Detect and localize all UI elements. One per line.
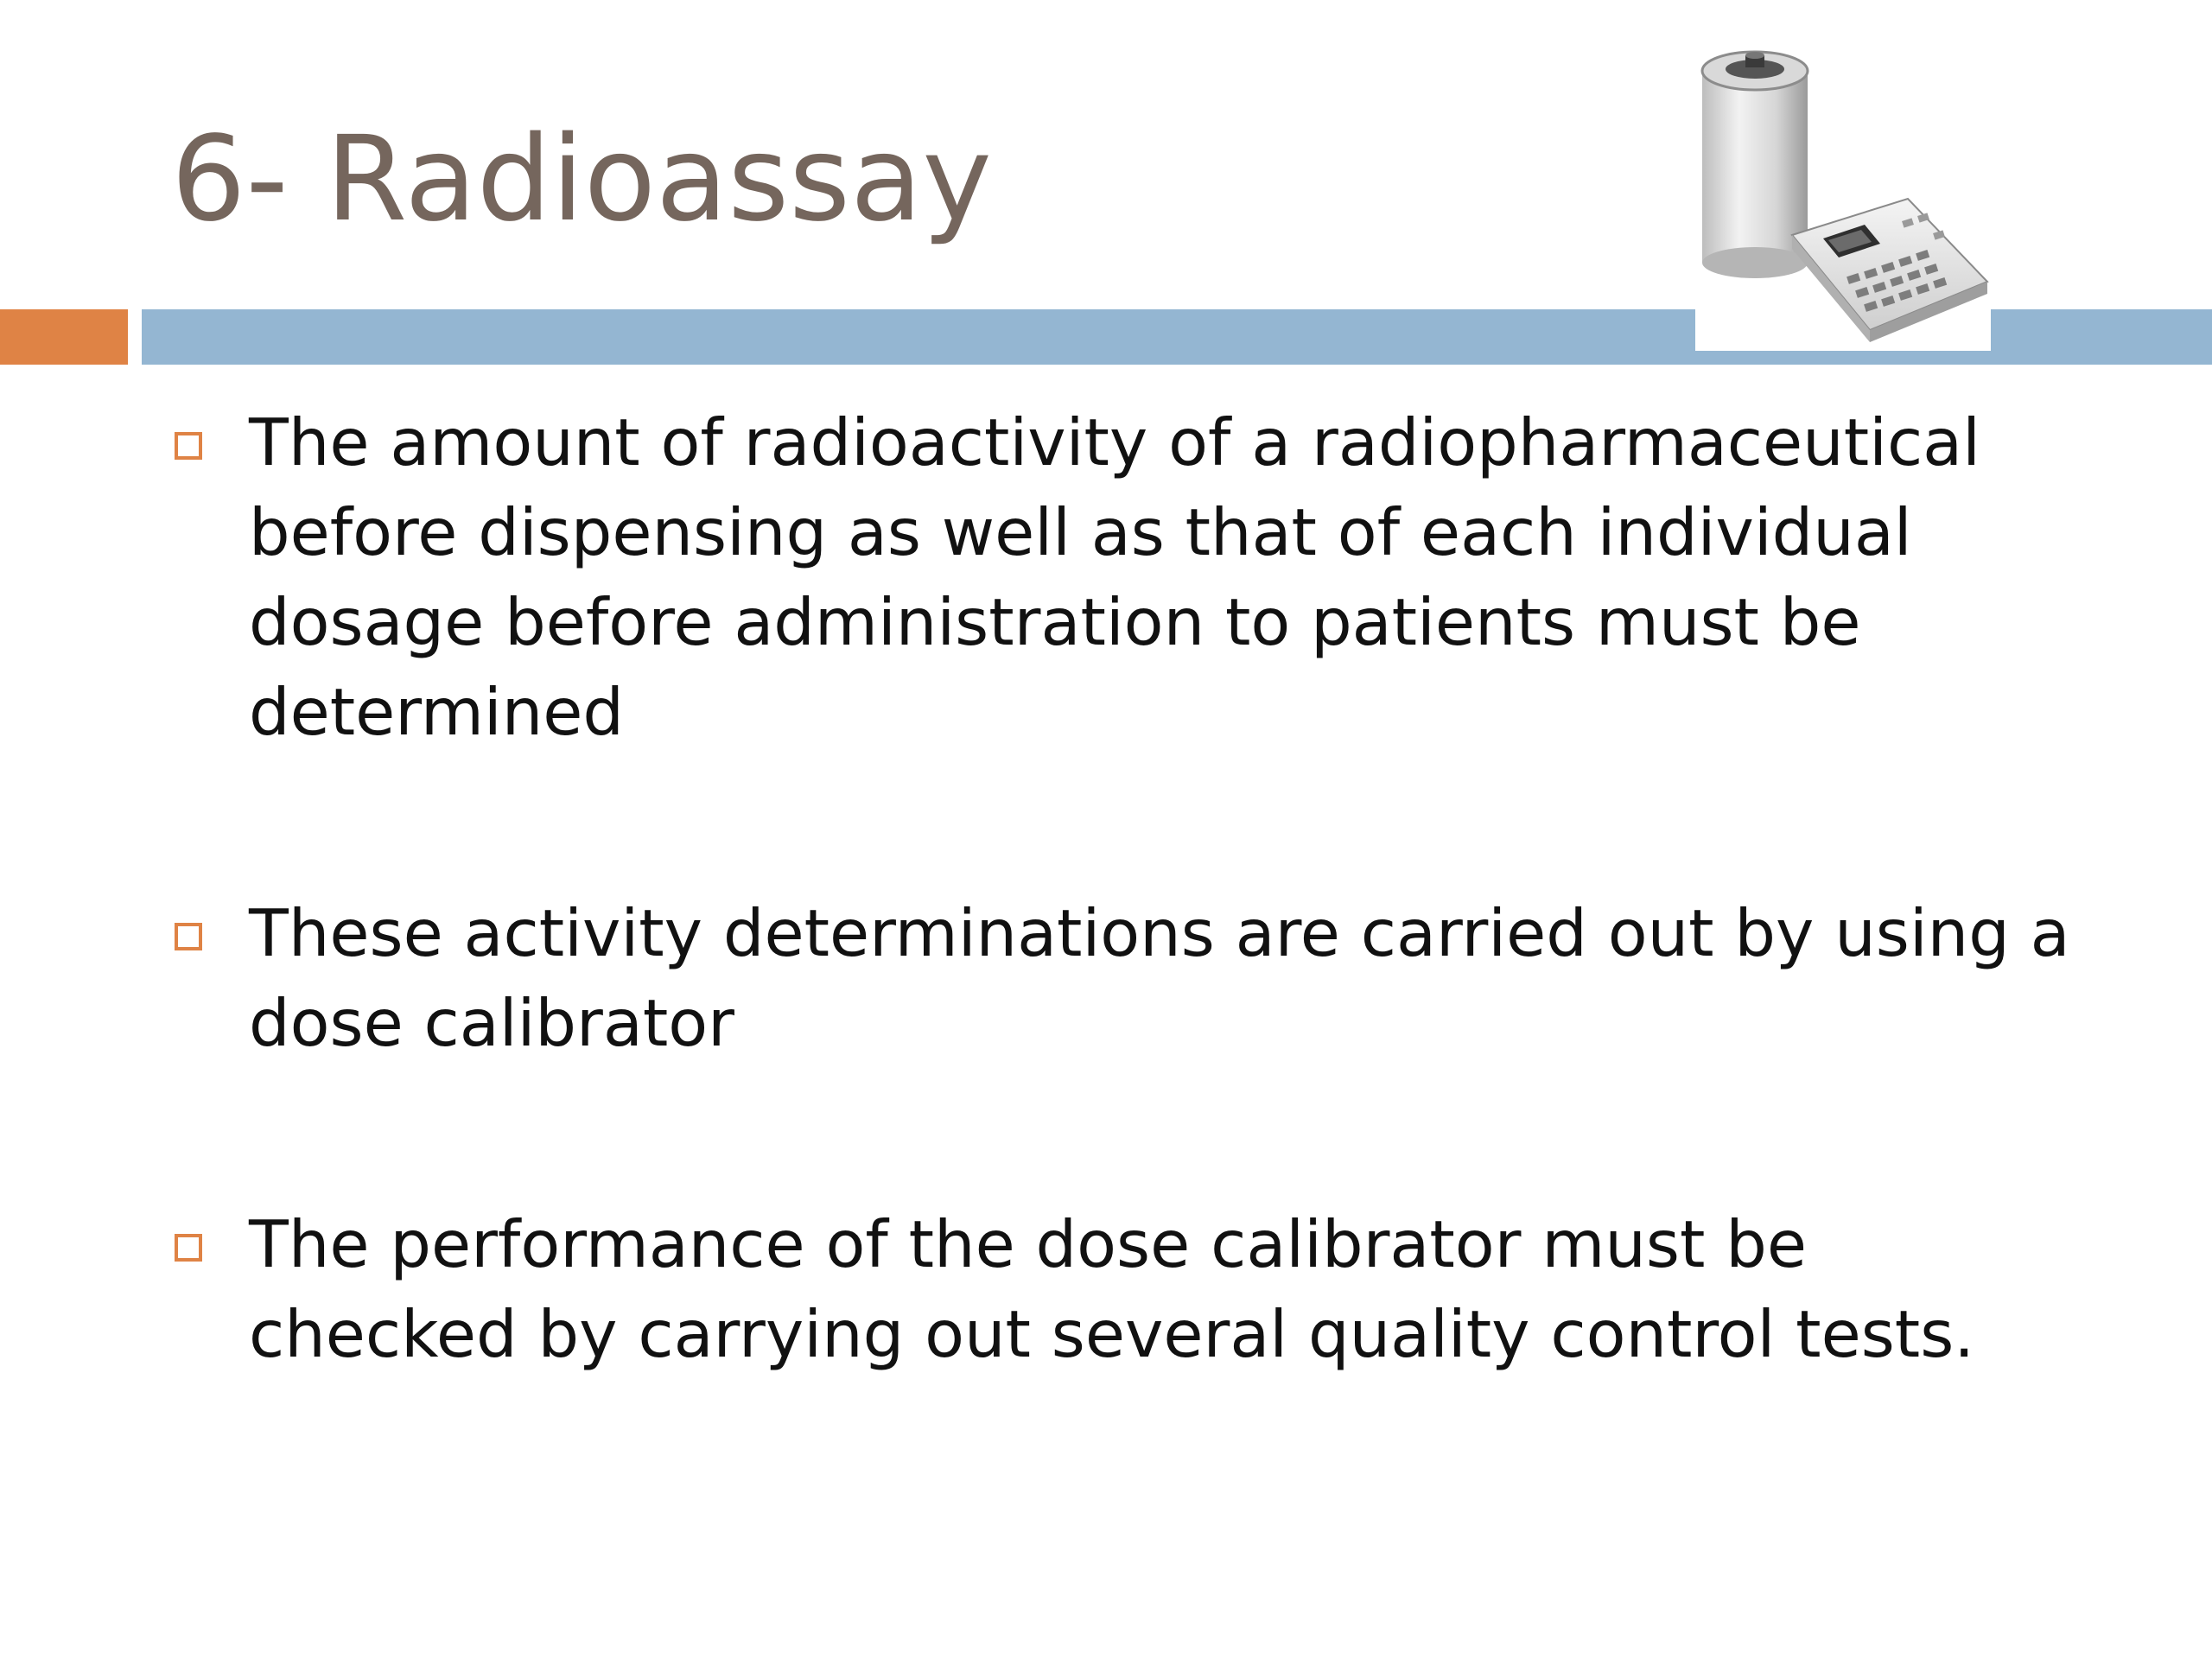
hollow-square-icon	[175, 432, 202, 460]
bullet-item	[173, 1199, 2091, 1379]
hollow-square-icon	[175, 923, 202, 950]
title-rule-accent	[0, 309, 128, 365]
bullet-item	[173, 888, 2091, 1068]
hollow-square-icon	[175, 1234, 202, 1262]
bullet-text: The amount of radioactivity of a radiopharmaceutical before dispensing as well as that of each individual dosage before administration to patients must be determined	[249, 404, 1980, 750]
dose-calibrator-picture	[1695, 35, 1991, 351]
bullet-item	[173, 397, 2091, 757]
slide-title: 6- Radioassay	[171, 111, 992, 248]
bullet-text: The performance of the dose calibrator must be checked by carrying out several quality control tests.	[249, 1206, 1975, 1372]
bullet-list	[173, 397, 2091, 1379]
bullet-text: These activity determinations are carried out by using a dose calibrator	[249, 895, 2070, 1061]
dose-calibrator-icon	[1695, 35, 1991, 351]
